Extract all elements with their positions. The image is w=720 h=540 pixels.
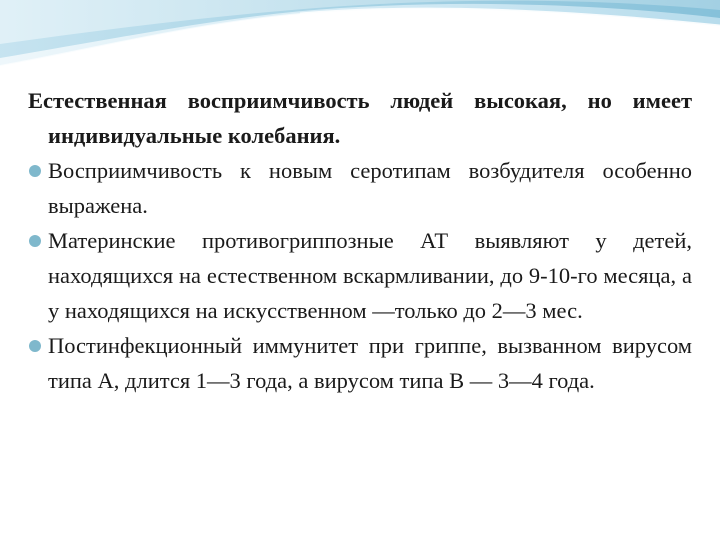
list-item (28, 328, 692, 398)
bullet-icon (29, 165, 41, 177)
list-item (28, 223, 692, 328)
wave-header-decoration (0, 0, 720, 80)
list-item-text: Постинфекционный иммунитет при гриппе, вызванном вирусом типа А, длится 1—3 года, а вирусом типа В — 3—4 года. (48, 333, 692, 393)
list-item-text: Материнские противогриппозные АТ выявляют у детей, находящихся на естественном вскармливании, до 9-10-го месяца, а у находящихся на искусственном —только до 2—3 мес. (48, 228, 692, 323)
list-item (28, 153, 692, 223)
bullet-icon (29, 340, 41, 352)
intro-paragraph: Естественная восприимчивость людей высокая, но имеет индивидуальные колебания. (28, 88, 692, 148)
slide-content (28, 83, 692, 398)
list-item-text: Восприимчивость к новым серотипам возбудителя особенно выражена. (48, 158, 692, 218)
bullet-icon (29, 235, 41, 247)
